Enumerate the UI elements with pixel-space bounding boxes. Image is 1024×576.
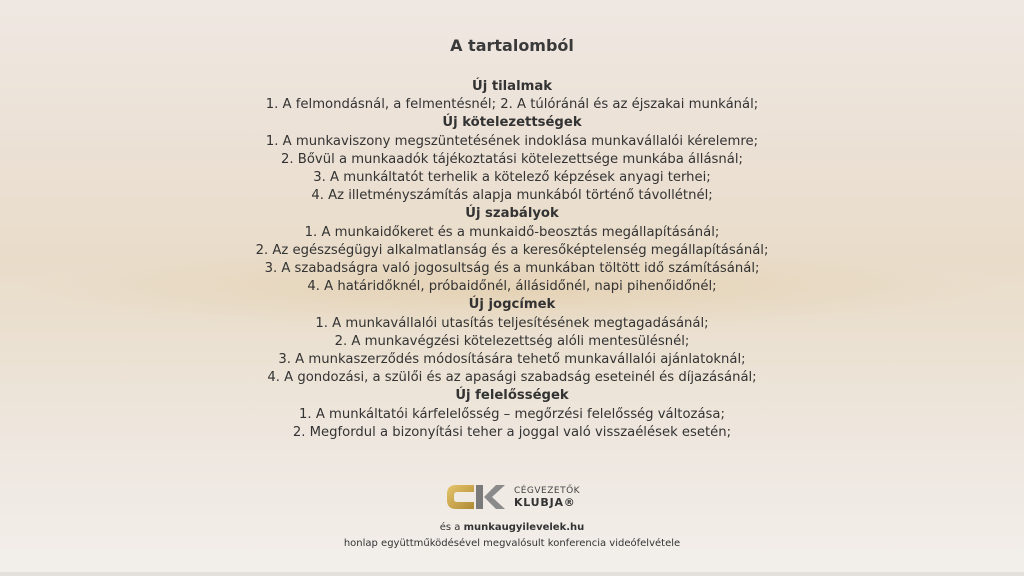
ck-logo-icon — [444, 482, 508, 512]
section-item: 1. A munkaviszony megszüntetésének indoklása munkavállalói kérelemre; — [265, 133, 759, 149]
section-heading: Új kötelezettségek — [442, 115, 582, 131]
section-heading: Új jogcímek — [468, 297, 556, 313]
footer-site: munkaugyilevelek.hu — [463, 522, 585, 533]
section-item: 4. A határidőknél, próbaidőnél, állásidőnél, napi pihenőidőnél; — [307, 279, 717, 295]
section-item: 3. A szabadságra való jogosultság és a munkában töltött idő számításánál; — [264, 261, 760, 277]
section-item: 2. Megfordul a bizonyítási teher a joggal való visszaélések esetén; — [292, 424, 732, 440]
section-item: 4. A gondozási, a szülői és az apasági szabadság eseteinél és díjazásánál; — [267, 370, 757, 386]
section-item: 2. Bővül a munkaadók tájékoztatási kötelezettsége munkába állásnál; — [281, 151, 743, 167]
section-item: 1. A munkaidőkeret és a munkaidő-beosztás megállapításánál; — [304, 224, 720, 240]
section-item: 1. A felmondásnál, a felmentésnél; 2. A túlóránál és az éjszakai munkánál; — [265, 97, 759, 113]
logo — [444, 482, 580, 512]
bottom-strip — [0, 572, 1024, 576]
logo-text-line2: KLUBJA® — [513, 496, 576, 509]
section-heading: Új felelősségek — [455, 388, 569, 404]
section-item: 3. A munkáltatót terhelik a kötelező képzések anyagi terhei; — [313, 170, 711, 186]
section-item: 2. A munkavégzési kötelezettség alóli mentesülésnél; — [334, 333, 690, 349]
contents-list — [0, 78, 1024, 442]
section-item: 1. A munkáltatói kárfelelősség – megőrzési felelősség változása; — [299, 406, 725, 422]
footer — [0, 482, 1024, 549]
section-item: 4. Az illetményszámítás alapja munkából történő távollétnél; — [311, 188, 713, 204]
logo-text-line1: CÉGVEZETŐK — [513, 486, 581, 496]
footer-credit-line2: honlap együttműködésével megvalósult konferencia videófelvétele — [343, 538, 681, 549]
page-title: A tartalomból — [450, 36, 574, 55]
footer-prefix: és a — [439, 522, 464, 533]
section-heading: Új szabályok — [465, 206, 559, 222]
section-item: 3. A munkaszerződés módosítására tehető munkavállalói ajánlatoknál; — [278, 352, 746, 368]
footer-credit-line1 — [0, 522, 1024, 533]
section-heading: Új tilalmak — [472, 79, 552, 94]
section-item: 2. Az egészségügyi alkalmatlanság és a keresőképtelenség megállapításánál; — [255, 242, 769, 258]
section-item: 1. A munkavállalói utasítás teljesítésének megtagadásánál; — [315, 315, 709, 331]
